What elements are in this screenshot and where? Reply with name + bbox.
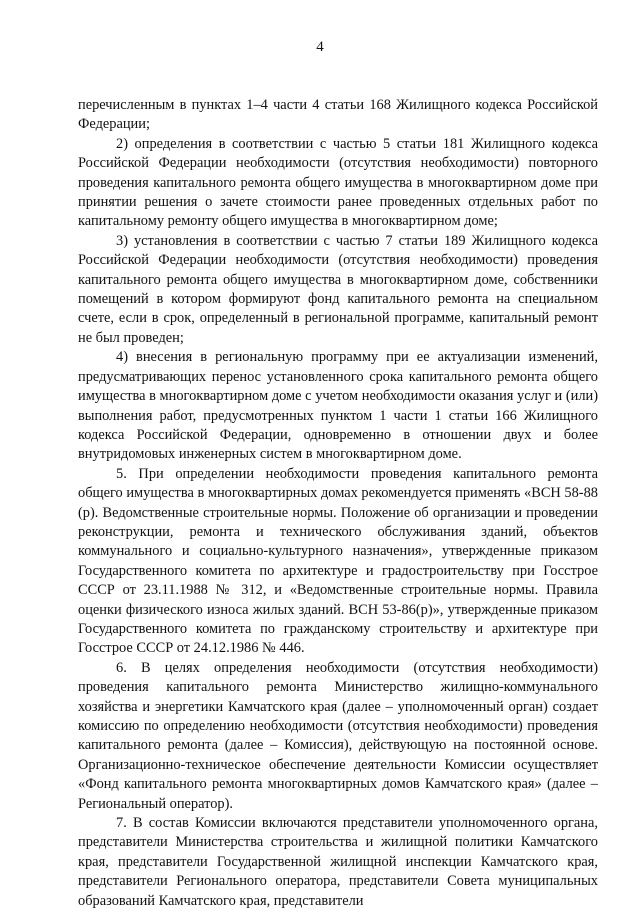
paragraph-item-4: 4) внесения в региональную программу при ее актуализации изменений, предусматривающих перенос установленного срока капитального ремонта общего имущества в многоквартирном доме с учетом необходимости оказания услуг и (или) выполнения работ, предусмотренных пунктом 1 части 1 статьи 166 Жилищного кодекса Российской Федерации, одновременно в отношении двух и более внутридомовых инженерных систем в многоквартирном доме. [78,349,598,463]
paragraph-clause-6: 6. В целях определения необходимости (отсутствия необходимости) проведения капитального ремонта Министерство жилищно-коммунального хозяйства и энергетики Камчатского края (далее – уполномоченный орган) создает комиссию по определению необходимости (отсутствия необходимости) проведения капитального ремонта (далее – Комиссия), действующую на постоянной основе. Организационно-техническое обеспечение деятельности Комиссии осуществляет «Фонд капитального ремонта многоквартирных домов Камчатского края» (далее – Региональный оператор). [78,659,598,812]
document-body [78,96,598,911]
paragraph-continuation: перечисленным в пунктах 1–4 части 4 статьи 168 Жилищного кодекса Российской Федерации; [78,97,598,133]
paragraph-item-3: 3) установления в соответствии с частью 7 статьи 189 Жилищного кодекса Российской Федерации необходимости (отсутствия необходимости) проведения капитального ремонта общего имущества в многоквартирном доме, собственники помещений в котором формируют фонд капитального ремонта на специальном счете, если в срок, определенный в региональной программе, капитальный ремонт не был проведен; [78,232,598,346]
paragraph-item-2: 2) определения в соответствии с частью 5 статьи 181 Жилищного кодекса Российской Федерации необходимости (отсутствия необходимости) повторного проведения капитального ремонта общего имущества в многоквартирном доме при принятии решения о зачете стоимости ранее проведенных отдельных работ по капитальному ремонту общего имущества в многоквартирном доме; [78,135,598,230]
paragraph-clause-5: 5. При определении необходимости проведения капитального ремонта общего имущества в многоквартирных домах рекомендуется применять «ВСН 58-88 (р). Ведомственные строительные нормы. Положение об организации и проведении реконструкции, ремонта и технического обслуживания зданий, объектов коммунального и социально-культурного назначения», утвержденные приказом Государственного комитета по архитектуре и градостроительству при Госстрое СССР от 23.11.1988 № 312, и «Ведомственные строительные нормы. Правила оценки физического износа жилых зданий. ВСН 53-86(р)», утвержденные приказом Государственного комитета по гражданскому строительству и архитектуре при Госстрое СССР от 24.12.1986 № 446. [78,465,598,657]
page-number: 4 [316,39,324,55]
paragraph-clause-7: 7. В состав Комиссии включаются представители уполномоченного органа, представители Министерства строительства и жилищной политики Камчатского края, представители Государственной жилищной инспекции Камчатского края, представители Регионального оператора, представители Совета муниципальных образований Камчатского края, представители [78,815,598,909]
